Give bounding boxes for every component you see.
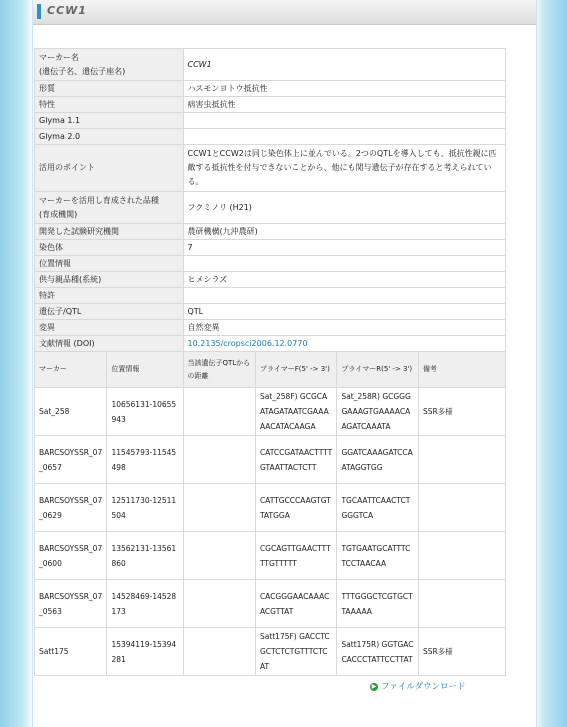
info-key: Glyma 2.0 bbox=[35, 129, 184, 145]
marker-row bbox=[35, 484, 506, 532]
marker-cell bbox=[183, 388, 255, 436]
marker-cell: GGATCAAAGATCCAATAGGTGG bbox=[337, 436, 419, 484]
marker-cell: Sat_258F) GCGCAATAGATAATCGAAAAACATACAAGA bbox=[255, 388, 337, 436]
info-value bbox=[183, 113, 506, 129]
marker-cell: BARCSOYSSR_07_0600 bbox=[35, 532, 107, 580]
marker-cell: 10656131-10655943 bbox=[107, 388, 183, 436]
info-value bbox=[183, 129, 506, 145]
info-value: 自然変異 bbox=[183, 320, 506, 336]
info-key: Glyma 1.1 bbox=[35, 113, 184, 129]
marker-column-header: マーカー bbox=[35, 352, 107, 388]
marker-cell bbox=[418, 436, 505, 484]
marker-cell: 15394119-15394281 bbox=[107, 628, 183, 676]
marker-cell: SSR多様 bbox=[418, 628, 505, 676]
info-value: ヒメシラズ bbox=[183, 272, 506, 288]
download-icon: ▶ bbox=[371, 682, 377, 690]
marker-row bbox=[35, 436, 506, 484]
marker-column-header: 備考 bbox=[418, 352, 505, 388]
section-header bbox=[33, 0, 536, 25]
info-value: 7 bbox=[183, 240, 506, 256]
marker-cell: CGCAGTTGAACTTTTTGTTTTT bbox=[255, 532, 337, 580]
info-key: 文献情報 (DOI) bbox=[35, 336, 184, 352]
marker-column-header: プライマーR(5' -> 3') bbox=[337, 352, 419, 388]
info-key: マーカーを活用し育成された品種 (育成機関) bbox=[35, 192, 184, 224]
info-key: マーカー名 (遺伝子名、遺伝子座名) bbox=[35, 49, 184, 81]
marker-cell bbox=[418, 580, 505, 628]
info-value bbox=[183, 256, 506, 272]
info-row bbox=[35, 49, 506, 81]
info-value: CCW1とCCW2は同じ染色体上に並んでいる。2つのQTLを導入しても、抵抗性親に匹敵する抵抗性を付与できないことから、他にも関与遺伝子が存在すると考えられている。 bbox=[183, 145, 506, 192]
info-row bbox=[35, 336, 506, 352]
header-accent-bar bbox=[37, 4, 41, 19]
page-title: CCW1 bbox=[47, 4, 87, 17]
marker-row bbox=[35, 532, 506, 580]
marker-row bbox=[35, 628, 506, 676]
marker-cell: 14528469-14528173 bbox=[107, 580, 183, 628]
marker-column-header: 位置情報 bbox=[107, 352, 183, 388]
info-row bbox=[35, 192, 506, 224]
marker-column-header: プライマーF(5' -> 3') bbox=[255, 352, 337, 388]
marker-column-header: 当該遺伝子QTLからの距離 bbox=[183, 352, 255, 388]
info-row bbox=[35, 288, 506, 304]
info-value: 農研機構(九沖農研) bbox=[183, 224, 506, 240]
info-key: 特許 bbox=[35, 288, 184, 304]
info-key: 位置情報 bbox=[35, 256, 184, 272]
marker-header-row bbox=[35, 352, 506, 388]
marker-cell: Satt175R) GGTGACCACCCTATTCCTTAT bbox=[337, 628, 419, 676]
marker-cell bbox=[183, 436, 255, 484]
marker-cell: TGCAATTCAACTCTGGGTCA bbox=[337, 484, 419, 532]
info-row bbox=[35, 304, 506, 320]
info-row bbox=[35, 256, 506, 272]
marker-cell bbox=[183, 484, 255, 532]
marker-cell: CACGGGAACAAACACGTTAT bbox=[255, 580, 337, 628]
marker-cell: SSR多様 bbox=[418, 388, 505, 436]
marker-cell: BARCSOYSSR_07_0563 bbox=[35, 580, 107, 628]
marker-row bbox=[35, 580, 506, 628]
info-value[interactable]: 10.2135/cropsci2006.12.0770 bbox=[183, 336, 506, 352]
marker-cell: 11545793-11545498 bbox=[107, 436, 183, 484]
info-row bbox=[35, 113, 506, 129]
info-key: 活用のポイント bbox=[35, 145, 184, 192]
file-download-label: ファイルダウンロード bbox=[381, 682, 466, 692]
marker-cell: TGTGAATGCATTTCTCCTAACAA bbox=[337, 532, 419, 580]
info-row bbox=[35, 272, 506, 288]
info-value: 病害虫抵抗性 bbox=[183, 97, 506, 113]
info-row bbox=[35, 145, 506, 192]
info-key: 遺伝子/QTL bbox=[35, 304, 184, 320]
marker-cell bbox=[183, 628, 255, 676]
info-key: 形質 bbox=[35, 81, 184, 97]
info-key: 染色体 bbox=[35, 240, 184, 256]
marker-cell bbox=[183, 532, 255, 580]
marker-cell: CATCCGATAACTTTTGTAATTACTCTT bbox=[255, 436, 337, 484]
marker-cell: BARCSOYSSR_07_0657 bbox=[35, 436, 107, 484]
marker-cell: CATTGCCCAAGTGTTATGGA bbox=[255, 484, 337, 532]
info-row bbox=[35, 320, 506, 336]
info-key: 開発した試験研究機関 bbox=[35, 224, 184, 240]
info-value: フクミノリ (H21) bbox=[183, 192, 506, 224]
info-key: 供与親品種(系統) bbox=[35, 272, 184, 288]
marker-cell bbox=[418, 484, 505, 532]
marker-cell bbox=[418, 532, 505, 580]
marker-cell: 12511730-12511504 bbox=[107, 484, 183, 532]
info-row bbox=[35, 129, 506, 145]
marker-cell: Satt175 bbox=[35, 628, 107, 676]
info-value: CCW1 bbox=[183, 49, 506, 81]
info-row bbox=[35, 240, 506, 256]
info-row bbox=[35, 81, 506, 97]
marker-cell: TTTGGGCTCGTGCTTAAAAA bbox=[337, 580, 419, 628]
marker-cell: Satt175F) GACCTCGCTCTCTGTTTCTCAT bbox=[255, 628, 337, 676]
marker-cell bbox=[183, 580, 255, 628]
info-value: ハスモンヨトウ抵抗性 bbox=[183, 81, 506, 97]
marker-info-table bbox=[34, 48, 506, 676]
marker-cell: 13562131-13561860 bbox=[107, 532, 183, 580]
file-download-link[interactable] bbox=[370, 680, 466, 692]
info-row bbox=[35, 97, 506, 113]
info-row bbox=[35, 224, 506, 240]
info-key: 特性 bbox=[35, 97, 184, 113]
info-key: 変異 bbox=[35, 320, 184, 336]
marker-cell: Sat_258 bbox=[35, 388, 107, 436]
info-value bbox=[183, 288, 506, 304]
marker-cell: BARCSOYSSR_07_0629 bbox=[35, 484, 107, 532]
info-value: QTL bbox=[183, 304, 506, 320]
marker-row bbox=[35, 388, 506, 436]
marker-cell: Sat_258R) GCGGGGAAAGTGAAAACAAGATCAAATA bbox=[337, 388, 419, 436]
